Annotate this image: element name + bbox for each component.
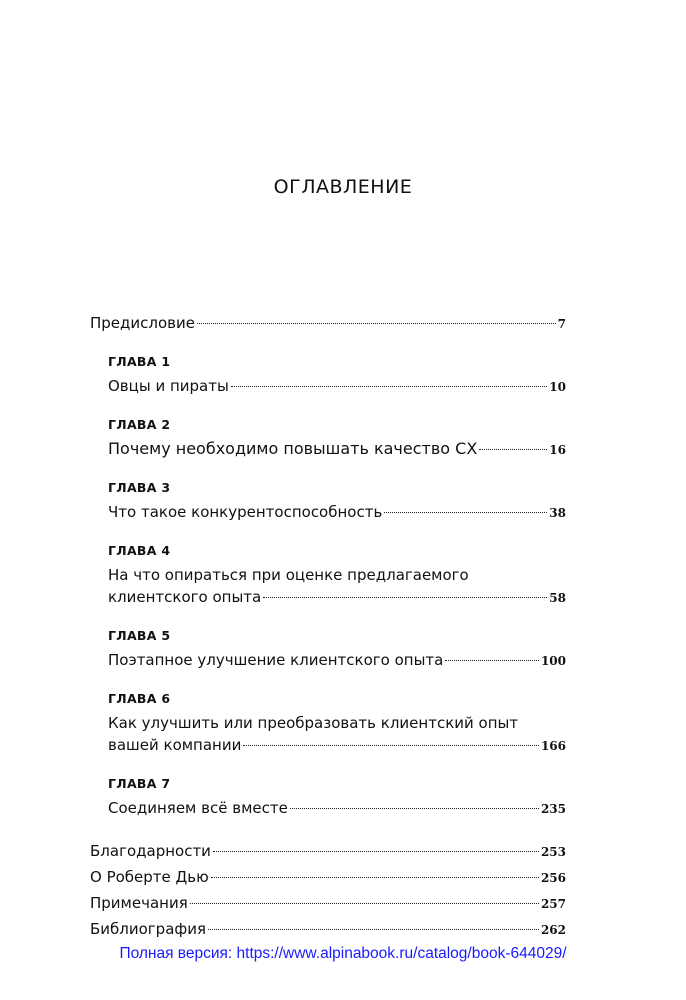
table-of-contents: [90, 312, 566, 941]
toc-entry-page: 262: [540, 923, 566, 937]
toc-entry-page: 58: [549, 591, 566, 605]
toc-entry-acknowledgements[interactable]: [90, 840, 566, 863]
toc-entry-bibliography[interactable]: [90, 918, 566, 941]
leader-dots: [263, 597, 547, 598]
page-title: ОГЛАВЛЕНИЕ: [273, 176, 413, 198]
chapter-heading: ГЛАВА 2: [108, 417, 171, 432]
leader-dots: [208, 929, 539, 930]
toc-entry-page: 10: [549, 380, 566, 394]
leader-dots: [231, 386, 547, 387]
chapter-heading: ГЛАВА 3: [108, 480, 171, 495]
toc-entry-page: 253: [540, 845, 566, 859]
chapter-heading: ГЛАВА 6: [108, 691, 171, 706]
toc-entry-page: 235: [540, 802, 566, 816]
toc-entry-about-author[interactable]: [90, 866, 566, 889]
leader-dots: [243, 745, 539, 746]
full-version-link[interactable]: Полная версия: https://www.alpinabook.ru/catalog/book-644029/: [119, 945, 567, 962]
toc-entry-page: 38: [549, 506, 566, 520]
toc-chapter-7[interactable]: [90, 775, 566, 820]
toc-entry-label: Предисловие: [90, 314, 195, 332]
leader-dots: [190, 903, 539, 904]
chapter-heading: ГЛАВА 1: [108, 354, 171, 369]
toc-entry-page: 7: [557, 317, 566, 331]
leader-dots: [479, 449, 547, 450]
toc-entry-preface[interactable]: [90, 312, 566, 335]
toc-entry-label-line1: На что опираться при оценке предлагаемого: [108, 566, 469, 584]
toc-chapter-2[interactable]: [90, 416, 566, 461]
toc-entry-label-line1: Как улучшить или преобразовать клиентский опыт: [108, 714, 519, 732]
toc-entry-page: 100: [540, 654, 566, 668]
back-matter: [90, 840, 566, 941]
toc-entry-notes[interactable]: [90, 892, 566, 915]
leader-dots: [211, 877, 539, 878]
toc-entry-page: 166: [540, 739, 566, 753]
leader-dots: [213, 851, 539, 852]
leader-dots: [384, 512, 547, 513]
leader-dots: [290, 808, 539, 809]
toc-entry-label: Библиография: [90, 920, 206, 938]
toc-entry-label: Почему необходимо повышать качество CX: [108, 439, 478, 458]
toc-chapter-5[interactable]: [90, 627, 566, 672]
toc-entry-label: вашей компании: [108, 736, 242, 754]
toc-chapter-3[interactable]: [90, 479, 566, 524]
toc-entry-page: 16: [549, 443, 566, 457]
toc-entry-page: 257: [540, 897, 566, 911]
toc-chapter-4[interactable]: [90, 542, 566, 609]
toc-entry-label: Поэтапное улучшение клиентского опыта: [108, 651, 444, 669]
toc-entry-label: Овцы и пираты: [108, 377, 229, 395]
toc-entry-label: Благодарности: [90, 842, 211, 860]
toc-chapter-6[interactable]: [90, 690, 566, 757]
toc-entry-label: О Роберте Дью: [90, 868, 209, 886]
toc-chapter-1[interactable]: [90, 353, 566, 398]
chapter-heading: ГЛАВА 7: [108, 776, 171, 791]
toc-entry-label: Примечания: [90, 894, 188, 912]
leader-dots: [445, 660, 539, 661]
chapter-heading: ГЛАВА 4: [108, 543, 171, 558]
leader-dots: [197, 323, 556, 324]
chapter-heading: ГЛАВА 5: [108, 628, 171, 643]
toc-entry-label: Соединяем всё вместе: [108, 799, 288, 817]
toc-entry-page: 256: [540, 871, 566, 885]
toc-entry-label: клиентского опыта: [108, 588, 262, 606]
toc-entry-label: Что такое конкурентоспособность: [108, 503, 383, 521]
